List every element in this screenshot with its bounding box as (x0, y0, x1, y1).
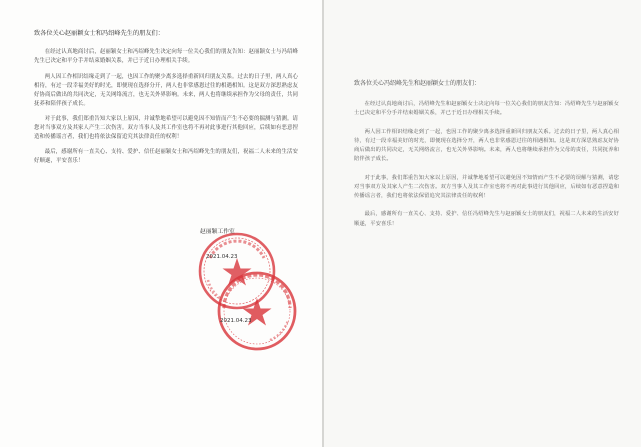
paragraph-left-1: 在经过认真地商讨后，赵丽颖女士和冯绍峰先生决定向每一位关心我们的朋友告知：赵丽颖女士与冯绍峰先生已决定和平分手并结束婚姻关系，并已于近日办理相关手续。 (34, 49, 298, 65)
paragraph-right-1: 在经过认真地商讨后，冯绍峰先生和赵丽颖女士决定向每一位关心我们的朋友告知：冯绍峰先生与赵丽颖女士已决定和平分手并结束婚姻关系，并已于近日办理相关手续。 (354, 101, 619, 117)
paragraph-right-4: 最后，感谢所有一直关心、支持、爱护、信任冯绍峰先生与赵丽颖女士的朋友们，祝福二人未来的生活安好顺遂，平安喜乐！ (354, 211, 619, 227)
date-right: 2021.04.23 (220, 318, 252, 324)
salutation-right: 致各位关心冯绍峰先生和赵丽颖女士的朋友们： (354, 80, 481, 87)
paragraph-left-3: 对于此事，我们郑重告知大家以上原因，并诚挚地希望可以避免因不知情而产生不必要的揣测与猜测。请您对当事双方及其家人产生二次伤害。双方当事人及其工作室也将不再对此事进行其他回应，后续如有恶意捏造和传播谣言者，我们也将依法保留追究其法律责任的权利！ (34, 115, 298, 140)
paragraph-right-3: 对于此事，我们郑重告知大家以上原因，并诚挚地希望可以避免因不知情而产生不必要的误解与猜测，请您对当事双方及其家人产生二次伤害。双方当事人及其工作室也将不再对此事进行其他回应，后续如有恶意捏造和传播谣言者，我们也将依法保留追究其法律责任的权利！ (354, 174, 619, 200)
paragraph-left-2: 两人因工作相识结缘走到了一起，也因工作的聚少离多选择重新回归朋友关系。过去的日子里，两人真心相待，有过一段幸福美好的时光，即便现在选择分开，两人也非常感恩过往的相遇相知。这是双方深思熟虑友好协商后做出的共同决定，无关网络流言，也无关外界影响。未来，两人也将继续承担作为父母的责任，共同抚养和陪伴孩子成长。 (34, 73, 298, 107)
signature-studio-name: 赵丽颖工作室 (200, 229, 235, 235)
paragraph-right-2: 两人因工作相识结缘走到了一起，也因工作的聚少离多选择重新回归朋友关系。过去的日子里，两人真心相待，有过一段幸福美好的时光，即便现在选择分开，两人也非常感恩过往的相遇相知。这是双方深思熟虑友好协商后做出的共同决定，无关网络流言，也无关外界影响。未来，两人也将继续承担作为父母的责任，共同抚养和陪伴孩子成长。 (354, 128, 619, 163)
paragraph-left-4: 最后，感谢所有一直关心、支持、爱护、信任赵丽颖女士和冯绍峰先生的朋友们，祝福二人未来的生活安好顺遂，平安喜乐！ (34, 149, 298, 165)
salutation-left: 致各位关心赵丽颖女士和冯绍峰先生的朋友们： (34, 30, 164, 37)
statement-page-right (324, 0, 641, 447)
company-seal-right (212, 268, 302, 354)
signature-block-right (212, 268, 302, 354)
date-left: 2021.04.23 (206, 254, 238, 260)
